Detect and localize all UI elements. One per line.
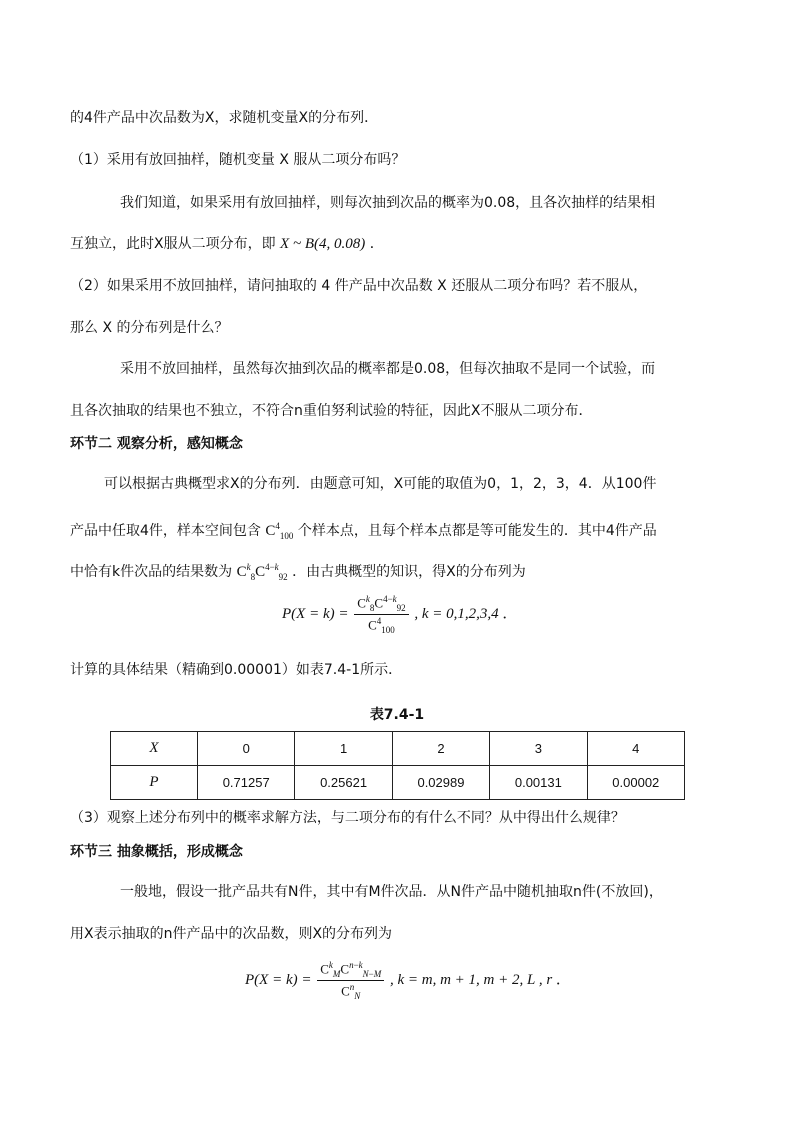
paragraph-line: 那么 X 的分布列是什么？ bbox=[70, 320, 229, 336]
table-row bbox=[111, 766, 685, 800]
fraction bbox=[317, 960, 384, 1001]
section-heading-2: 环节二 观察分析，感知概念 bbox=[70, 436, 243, 452]
fraction-denominator: $C^n_N$ bbox=[341, 981, 361, 1001]
row-label-p: P bbox=[111, 766, 198, 800]
paragraph-line: 计算的具体结果（精确到0.00001）如表7.4-1所示． bbox=[70, 662, 403, 678]
section-heading-3: 环节三 抽象概括，形成概念 bbox=[70, 844, 243, 860]
formula-rhs: , k = 0,1,2,3,4 bbox=[414, 605, 499, 622]
formula-hypergeometric-example bbox=[282, 594, 517, 635]
fraction-numerator: $C^k_MC^{n-k}_{N-M}$ bbox=[317, 960, 384, 981]
table-cell: 0.00131 bbox=[490, 766, 587, 800]
table-cell: 0.00002 bbox=[587, 766, 684, 800]
question-3: （3）观察上述分布列中的概率求解方法，与二项分布的有什么不同？从中得出什么规律？ bbox=[70, 810, 625, 826]
fraction-numerator: $C^k_8C^{4-k}_{92}$ bbox=[354, 594, 408, 615]
paragraph-line bbox=[70, 234, 384, 254]
table-cell: 1 bbox=[295, 732, 392, 766]
formula-end: ． bbox=[502, 605, 518, 622]
row-label-x: X bbox=[111, 732, 198, 766]
combination-c100-4: $C^4_{100}$ bbox=[265, 521, 294, 541]
paragraph-line bbox=[70, 516, 657, 546]
question-2: （2）如果采用不放回抽样，请问抽取的 4 件产品中次品数 X 还服从二项分布吗？若不服从， bbox=[70, 278, 648, 294]
table-cell: 4 bbox=[587, 732, 684, 766]
paragraph-line: 且各次抽取的结果也不独立，不符合n重伯努利试验的特征，因此X不服从二项分布． bbox=[70, 403, 593, 419]
table-cell: 0.71257 bbox=[198, 766, 295, 800]
text-span: ． bbox=[369, 236, 384, 252]
combination-product: $C^k_8C^{4-k}_{92}$ bbox=[236, 562, 288, 582]
paragraph-line: 一般地，假设一批产品共有N件，其中有M件次品．从N件产品中随机抽取n件(不放回)， bbox=[120, 884, 663, 900]
paragraph-line: 采用不放回抽样，虽然每次抽到次品的概率都是0.08，但每次抽取不是同一个试验，而 bbox=[120, 361, 656, 377]
formula-lhs: P(X = k) = bbox=[282, 605, 349, 622]
paragraph-line bbox=[70, 557, 526, 587]
paragraph-line: 我们知道，如果采用有放回抽样，则每次抽到次品的概率为0.08，且各次抽样的结果相 bbox=[120, 195, 656, 211]
formula-hypergeometric-general bbox=[245, 960, 571, 1001]
table-cell: 0.02989 bbox=[392, 766, 489, 800]
text-span: 中恰有k件次品的结果数为 bbox=[70, 564, 233, 580]
table-cell: 0.25621 bbox=[295, 766, 392, 800]
table-cell: 2 bbox=[392, 732, 489, 766]
formula-lhs: P(X = k) = bbox=[245, 971, 312, 988]
fraction-denominator: $C^4_{100}$ bbox=[368, 615, 395, 635]
table-row bbox=[111, 732, 685, 766]
paragraph-line: 用X表示抽取的n件产品中的次品数，则X的分布列为 bbox=[70, 926, 393, 942]
table-caption: 表7.4-1 bbox=[369, 707, 425, 723]
formula-end: ． bbox=[555, 971, 571, 988]
paragraph-line: 可以根据古典概型求X的分布列．由题意可知，X可能的取值为0，1，2，3，4．从100件 bbox=[104, 476, 657, 492]
binomial-notation: X ~ B(4, 0.08) bbox=[280, 236, 366, 252]
text-span: 个样本点，且每个样本点都是等可能发生的．其中4件产品 bbox=[297, 523, 657, 539]
text-span: 产品中任取4件，样本空间包含 bbox=[70, 523, 261, 539]
formula-rhs: , k = m, m + 1, m + 2, L , r bbox=[389, 971, 553, 988]
distribution-table bbox=[110, 731, 685, 800]
table-cell: 3 bbox=[490, 732, 587, 766]
table-cell: 0 bbox=[198, 732, 295, 766]
fraction bbox=[354, 594, 408, 635]
question-1: （1）采用有放回抽样，随机变量 X 服从二项分布吗？ bbox=[70, 152, 406, 168]
paragraph-line: 的4件产品中次品数为X，求随机变量X的分布列． bbox=[70, 110, 379, 126]
text-span: 互独立，此时X服从二项分布，即 bbox=[70, 236, 276, 252]
text-span: ．由古典概型的知识，得X的分布列为 bbox=[292, 564, 526, 580]
